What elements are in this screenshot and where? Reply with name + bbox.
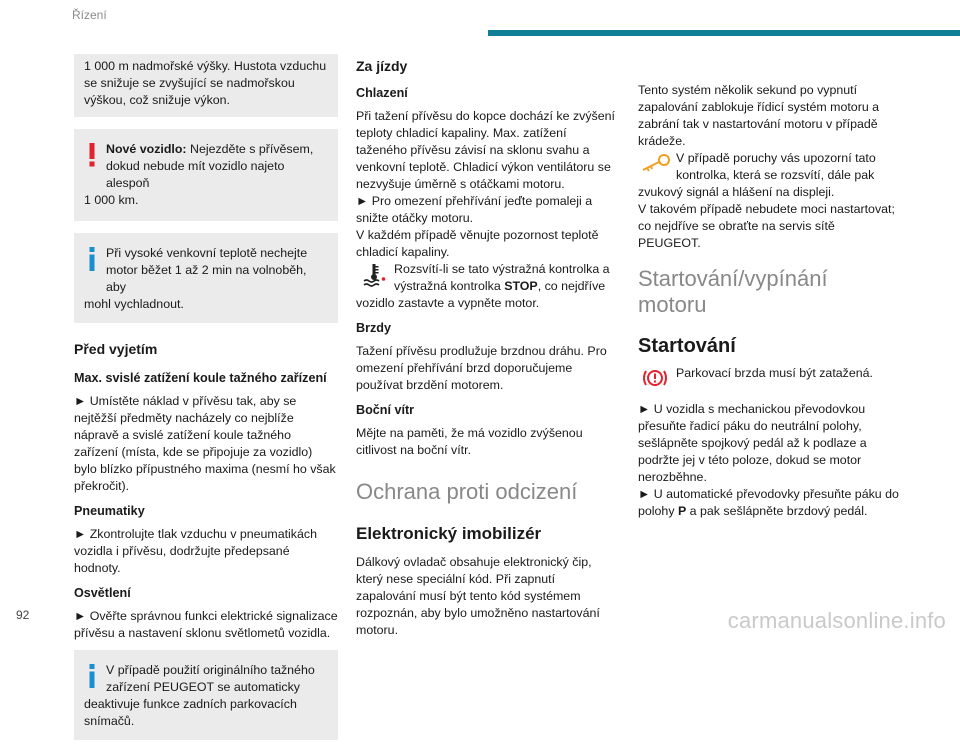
info-text-2: zařízení PEUGEOT se automaticky xyxy=(106,680,300,694)
paragraph-tyres: ► Zkontrolujte tlak vzduchu v pneumatikách vozidla i přívěsu, dodržujte předepsané hodnoty. xyxy=(74,527,317,575)
coolant-temperature-icon xyxy=(362,263,386,292)
subheading-tyres: Pneumatiky xyxy=(74,504,145,518)
paragraph-lighting: ► Ověřte správnou funkci elektrické signalizace přívěsu a nastavení sklonu světlometů vozidla. xyxy=(74,609,338,640)
coolant-warning-line xyxy=(356,261,618,312)
note-box-altitude xyxy=(74,54,338,117)
info-text-1: Při vysoké venkovní teplotě nechejte xyxy=(106,246,308,260)
section-title-starting: Startování xyxy=(638,335,736,357)
paragraph-crosswind: Mějte na paměti, že má vozidlo zvýšenou citlivost na boční vítr. xyxy=(356,426,583,457)
auto-text-b: a pak sešlápněte brzdový pedál. xyxy=(686,504,868,518)
info-icon xyxy=(88,247,96,276)
parking-brake-line xyxy=(638,365,900,393)
paragraph-watch-temp: V každém případě věnujte pozornost teplotě chladicí kapaliny. xyxy=(356,228,599,259)
paragraph-immobiliser: Dálkový ovladač obsahuje elektronický čip, který nese speciální kód. Při zapnutí zapalování musí být tento kód systémem rozpoznán, aby bylo umožněno nastartování motoru. xyxy=(356,555,600,637)
warning-box xyxy=(74,129,338,221)
info-icon xyxy=(88,664,96,693)
column-2 xyxy=(356,56,618,645)
paragraph-key-failure: V takovém případě nebudete moci nastartovat; co nejdříve se obraťte na servis sítě PEUGEOT. xyxy=(638,202,895,250)
paragraph-automatic-gearbox xyxy=(638,486,900,520)
parking-brake-icon xyxy=(642,367,668,394)
page-number: 92 xyxy=(16,608,30,622)
info-box-towbar xyxy=(74,650,338,740)
section-title-while-driving: Za jízdy xyxy=(356,58,408,74)
lamp-text-2b: , co nejdříve xyxy=(537,279,606,293)
subheading-brakes: Brzdy xyxy=(356,321,391,335)
lamp-text-2a: výstražná kontrolka xyxy=(394,279,505,293)
header-accent-bar xyxy=(488,30,960,36)
note-text: 1 000 m nadmořské výšky. Hustota vzduchu se snižuje se zvyšující se nadmořskou výškou, což snižuje výkon. xyxy=(84,59,327,107)
column-3 xyxy=(638,82,900,526)
warning-text-2: dokud nebude mít vozidlo najeto alespoň xyxy=(106,159,285,190)
watermark: carmanualsonline.info xyxy=(727,608,946,633)
gear-p-label: P xyxy=(677,504,687,518)
key-warning-line xyxy=(638,150,900,201)
chapter-title-start-stop: Startování/vypínání motoru xyxy=(638,266,828,317)
auto-text-a: ► U automatické převodovky přesuňte páku do polohy xyxy=(638,487,899,518)
paragraph-slow-down: ► Pro omezení přehřívání jeďte pomaleji a snižte otáčky motoru. xyxy=(356,194,593,225)
paragraph-cooling: Při tažení přívěsu do kopce dochází ke zvýšení teploty chladicí kapaliny. Max. zatížení taženého přívěsu závisí na sklonu svahu a venkovní teplotě. Chladicí výkon ventilátoru se nezvyšuje úměrně s otáčkami motoru. xyxy=(356,109,615,191)
section-title-immobiliser: Elektronický imobilizér xyxy=(356,524,542,543)
info-text-3: mohl vychladnout. xyxy=(84,297,184,311)
key-icon xyxy=(640,152,672,177)
key-text-3: zvukový signál a hlášení na displeji. xyxy=(638,185,835,199)
exclamation-icon xyxy=(88,143,96,172)
subheading-cooling: Chlazení xyxy=(356,86,408,100)
info-text-2: motor běžet 1 až 2 min na volnoběh, aby xyxy=(106,263,307,294)
info-text-3: deaktivuje funkce zadních parkovacích snímačů. xyxy=(84,697,297,728)
info-text-1: V případě použití originálního tažného xyxy=(106,663,315,677)
subheading-vertical-load: Max. svislé zatížení koule tažného zařízení xyxy=(74,371,327,385)
info-box-cooling xyxy=(74,233,338,323)
subheading-lighting: Osvětlení xyxy=(74,586,131,600)
paragraph-brakes: Tažení přívěsu prodlužuje brzdnou dráhu. Pro omezení přehřívání brzd doporučujeme používat brzdění motorem. xyxy=(356,344,607,392)
warning-bold: Nové vozidlo: xyxy=(106,142,187,156)
warning-text-1: Nejezděte s přívěsem, xyxy=(186,142,314,156)
parking-brake-text: Parkovací brzda musí být zatažená. xyxy=(676,366,873,380)
header-title: Řízení xyxy=(72,8,107,22)
subheading-crosswind: Boční vítr xyxy=(356,403,415,417)
paragraph-load: ► Umístěte náklad v přívěsu tak, aby se nejtěžší předměty nacházely co nejblíže nápravě a svislé zatížení koule tažného zařízení (místa, kde se připojuje za vozidlo) bylo blízko přípustného maxima (nesmí ho však překročit). xyxy=(74,394,336,493)
lamp-text-3: vozidlo zastavte a vypněte motor. xyxy=(356,296,540,310)
warning-text-3: 1 000 km. xyxy=(84,193,139,207)
paragraph-manual-gearbox: ► U vozidla s mechanickou převodovkou přesuňte řadicí páku do neutrální polohy, sešlápněte spojkový pedál až k podlaze a podržte jej v této poloze, dokud se motor nerozběhne. xyxy=(638,402,867,484)
chapter-title-anti-theft: Ochrana proti odcizení xyxy=(356,479,578,504)
stop-label: STOP xyxy=(504,279,538,293)
column-1 xyxy=(74,54,338,752)
lamp-text-1: Rozsvítí-li se tato výstražná kontrolka a xyxy=(394,262,610,276)
section-title-before-departure: Před vyjetím xyxy=(74,341,158,357)
key-text-1: V případě poruchy vás upozorní tato xyxy=(676,151,876,165)
paragraph-immobiliser-cont: Tento systém několik sekund po vypnutí zapalování zablokuje řídicí systém motoru a zabrání tak v nastartování motoru v případě krádeže. xyxy=(638,83,880,148)
key-text-2: kontrolka, která se rozsvítí, dále pak xyxy=(676,168,875,182)
